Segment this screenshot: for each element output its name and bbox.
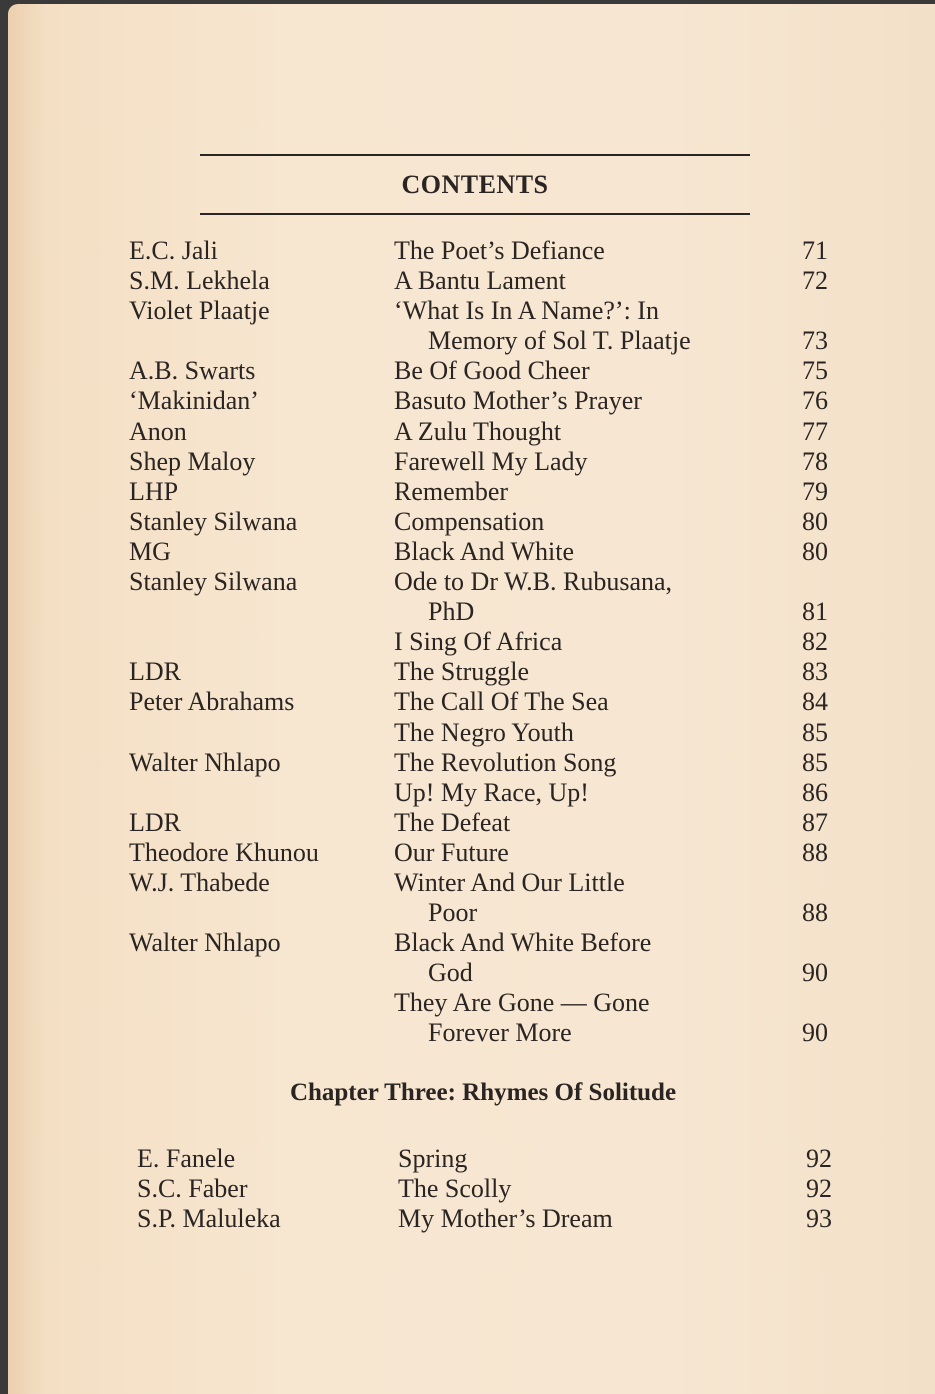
entry-title: Black And White Before bbox=[394, 928, 652, 958]
entry-title: The Revolution Song bbox=[394, 747, 617, 777]
toc-entry bbox=[8, 477, 935, 507]
contents-heading: CONTENTS bbox=[401, 170, 549, 199]
entry-page: 78 bbox=[802, 446, 828, 476]
toc-entry bbox=[8, 687, 935, 717]
entry-title: Farewell My Lady bbox=[394, 446, 588, 476]
entry-title: Spring bbox=[398, 1144, 468, 1173]
entry-author: ‘Makinidan’ bbox=[129, 386, 259, 416]
entry-title: Black And White bbox=[394, 536, 575, 566]
contents-list bbox=[8, 236, 935, 1049]
entry-title: The Negro Youth bbox=[394, 717, 574, 747]
entry-title: Basuto Mother’s Prayer bbox=[394, 386, 642, 416]
entry-page: 92 bbox=[806, 1174, 832, 1204]
toc-entry bbox=[8, 838, 935, 868]
entry-author: E.C. Jali bbox=[129, 236, 218, 265]
entry-page: 75 bbox=[802, 356, 828, 386]
entry-author: LDR bbox=[129, 657, 181, 687]
toc-entry bbox=[8, 447, 935, 477]
entry-page: 87 bbox=[802, 807, 828, 837]
entry-author: Anon bbox=[129, 416, 187, 446]
chapter-contents-list bbox=[8, 1144, 935, 1234]
entry-page: 79 bbox=[802, 476, 828, 506]
entry-page: 90 bbox=[802, 1018, 828, 1048]
entry-title: I Sing Of Africa bbox=[394, 627, 563, 657]
toc-entry-continuation bbox=[8, 326, 935, 356]
entry-title: The Call Of The Sea bbox=[394, 687, 609, 717]
toc-entry-continuation bbox=[8, 597, 935, 627]
top-rule bbox=[200, 154, 750, 156]
entry-title: ‘What Is In A Name?’: In bbox=[394, 296, 659, 326]
entry-title: God bbox=[428, 958, 473, 988]
entry-page: 86 bbox=[802, 777, 828, 807]
entry-author: S.M. Lekhela bbox=[129, 266, 270, 296]
chapter-heading: Chapter Three: Rhymes Of Solitude bbox=[289, 1079, 677, 1106]
entry-page: 77 bbox=[802, 416, 828, 446]
toc-entry-continuation bbox=[8, 898, 935, 928]
toc-entry bbox=[8, 1174, 935, 1204]
entry-author: W.J. Thabede bbox=[129, 867, 270, 897]
toc-entry-continuation bbox=[8, 1018, 935, 1048]
entry-page: 76 bbox=[802, 386, 828, 416]
toc-entry bbox=[8, 1204, 935, 1234]
entry-title: My Mother’s Dream bbox=[398, 1204, 613, 1234]
toc-entry bbox=[8, 537, 935, 567]
entry-page: 82 bbox=[802, 627, 828, 657]
toc-entry bbox=[8, 868, 935, 898]
toc-entry bbox=[8, 386, 935, 416]
toc-entry bbox=[8, 808, 935, 838]
toc-entry bbox=[8, 1144, 935, 1174]
toc-entry bbox=[8, 236, 935, 266]
entry-author: MG bbox=[129, 536, 171, 566]
entry-page: 92 bbox=[806, 1144, 832, 1173]
entry-page: 83 bbox=[802, 657, 828, 687]
entry-author: S.C. Faber bbox=[137, 1174, 248, 1204]
entry-title: Memory of Sol T. Plaatje bbox=[428, 326, 691, 356]
entry-title: PhD bbox=[428, 597, 475, 627]
toc-entry bbox=[8, 778, 935, 808]
entry-author: Shep Maloy bbox=[129, 446, 256, 476]
entry-author: Violet Plaatje bbox=[129, 296, 270, 326]
entry-page: 71 bbox=[802, 236, 828, 265]
book-page bbox=[8, 4, 935, 1394]
entry-author: E. Fanele bbox=[137, 1144, 236, 1173]
entry-page: 72 bbox=[802, 266, 828, 296]
entry-title: A Bantu Lament bbox=[394, 266, 566, 296]
entry-author: Peter Abrahams bbox=[129, 687, 295, 717]
entry-title: Be Of Good Cheer bbox=[394, 356, 590, 386]
entry-page: 81 bbox=[802, 597, 828, 627]
entry-title: Winter And Our Little bbox=[394, 867, 625, 897]
toc-entry bbox=[8, 296, 935, 326]
entry-title: Forever More bbox=[428, 1018, 572, 1048]
toc-entry bbox=[8, 356, 935, 386]
toc-entry bbox=[8, 417, 935, 447]
toc-entry bbox=[8, 627, 935, 657]
toc-entry bbox=[8, 507, 935, 537]
entry-title: The Scolly bbox=[398, 1174, 512, 1204]
entry-page: 73 bbox=[802, 326, 828, 356]
entry-title: The Struggle bbox=[394, 657, 530, 687]
entry-author: Walter Nhlapo bbox=[129, 747, 281, 777]
entry-page: 84 bbox=[802, 687, 828, 717]
entry-author: Theodore Khunou bbox=[129, 837, 319, 867]
entry-page: 88 bbox=[802, 837, 828, 867]
entry-author: Stanley Silwana bbox=[129, 567, 298, 597]
entry-page: 80 bbox=[802, 536, 828, 566]
toc-entry bbox=[8, 988, 935, 1018]
toc-entry bbox=[8, 567, 935, 597]
entry-page: 88 bbox=[802, 898, 828, 928]
entry-author: Stanley Silwana bbox=[129, 506, 298, 536]
entry-author: LHP bbox=[129, 476, 179, 506]
entry-title: A Zulu Thought bbox=[394, 416, 562, 446]
entry-title: Poor bbox=[428, 898, 478, 928]
entry-title: Ode to Dr W.B. Rubusana, bbox=[394, 567, 673, 597]
entry-page: 80 bbox=[802, 506, 828, 536]
toc-entry bbox=[8, 718, 935, 748]
heading-rule bbox=[200, 213, 750, 215]
entry-author: Walter Nhlapo bbox=[129, 928, 281, 958]
entry-title: Remember bbox=[394, 476, 509, 506]
entry-page: 85 bbox=[802, 717, 828, 747]
entry-title: They Are Gone — Gone bbox=[394, 988, 650, 1018]
toc-entry bbox=[8, 928, 935, 958]
entry-author: A.B. Swarts bbox=[129, 356, 256, 386]
toc-entry-continuation bbox=[8, 958, 935, 988]
toc-entry bbox=[8, 748, 935, 778]
entry-title: The Defeat bbox=[394, 807, 511, 837]
entry-title: Our Future bbox=[394, 837, 509, 867]
toc-entry bbox=[8, 657, 935, 687]
entry-title: Compensation bbox=[394, 506, 545, 536]
entry-page: 90 bbox=[802, 958, 828, 988]
entry-title: Up! My Race, Up! bbox=[394, 777, 589, 807]
toc-entry bbox=[8, 266, 935, 296]
entry-author: LDR bbox=[129, 807, 181, 837]
entry-page: 93 bbox=[806, 1204, 832, 1234]
entry-title: The Poet’s Defiance bbox=[394, 236, 605, 265]
entry-page: 85 bbox=[802, 747, 828, 777]
entry-author: S.P. Maluleka bbox=[137, 1204, 281, 1234]
